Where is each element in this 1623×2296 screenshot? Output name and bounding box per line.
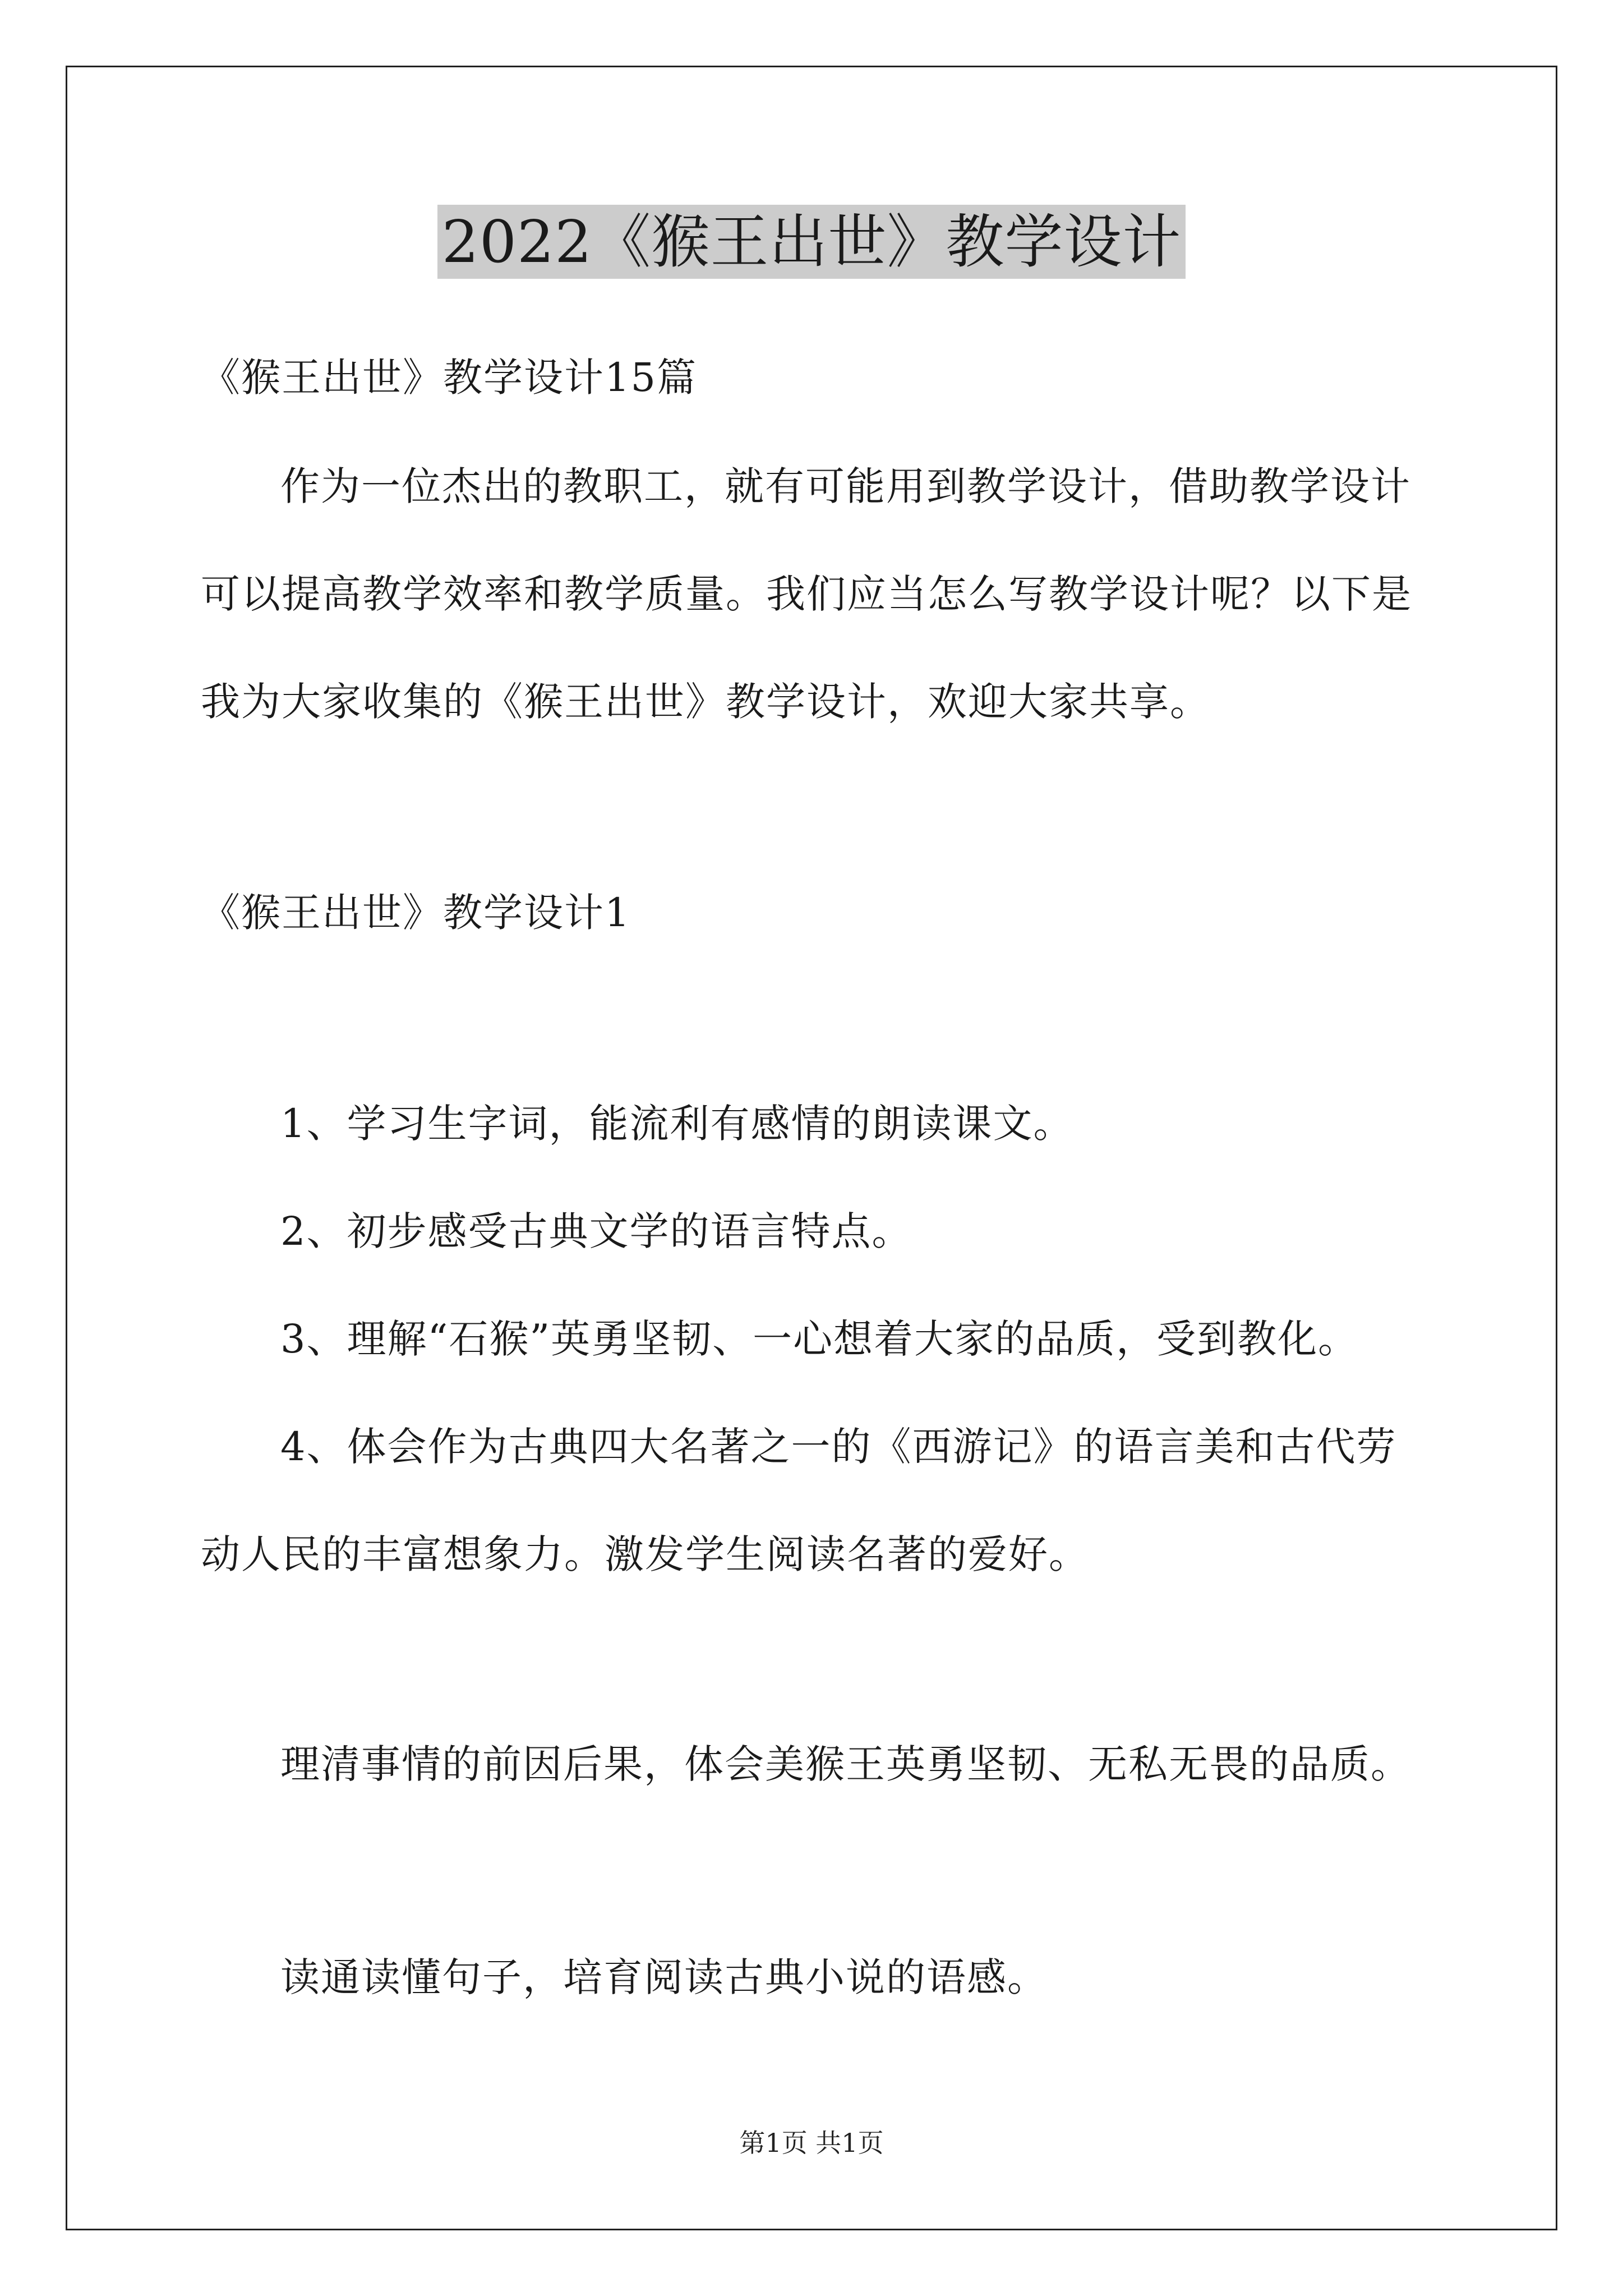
goal-item-1: 1、学习生字词，能流利有感情的朗读课文。	[280, 1101, 1074, 1147]
goal-item-2: 2、初步感受古典文学的语言特点。	[280, 1208, 912, 1254]
intro-line-1: 作为一位杰出的教职工，就有可能用到教学设计，借助教学设计	[280, 463, 1411, 509]
key-point-text: 理清事情的前因后果，体会美猴王英勇坚韧、无私无畏的品质。	[280, 1741, 1411, 1787]
intro-line-2: 可以提高教学效率和教学质量。我们应当怎么写教学设计呢？以下是	[201, 571, 1412, 617]
document-subtitle: 《猴王出世》教学设计15篇	[201, 355, 698, 401]
title-container	[0, 205, 1623, 279]
page-number-footer: 第1页 共1页	[739, 2128, 884, 2158]
goal-item-3: 3、理解“石猴”英勇坚韧、一心想着大家的品质，受到教化。	[280, 1316, 1359, 1362]
difficulty-text: 读通读懂句子，培育阅读古典小说的语感。	[280, 1954, 1048, 2000]
goal-item-4-continued: 动人民的丰富想象力。激发学生阅读名著的爱好。	[201, 1531, 1089, 1577]
intro-line-3: 我为大家收集的《猴王出世》教学设计，欢迎大家共享。	[201, 679, 1210, 725]
section-heading: 《猴王出世》教学设计1	[201, 890, 631, 936]
document-title: 2022《猴王出世》教学设计	[437, 205, 1186, 279]
goal-item-4: 4、体会作为古典四大名著之一的《西游记》的语言美和古代劳	[280, 1424, 1397, 1470]
